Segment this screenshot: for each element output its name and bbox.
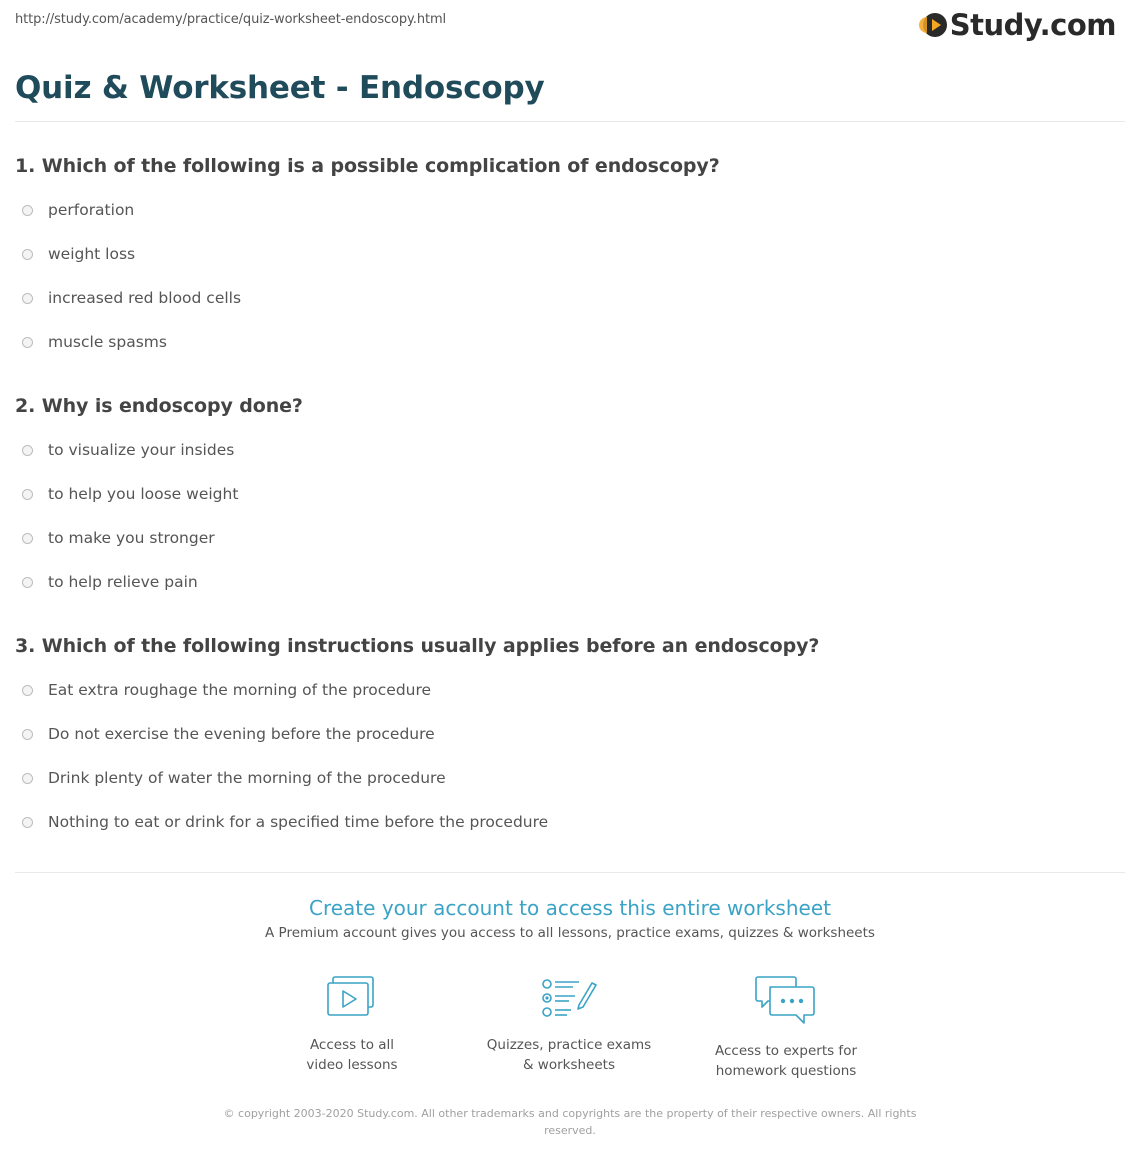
- video-lessons-icon: [326, 975, 378, 1021]
- radio-button[interactable]: [22, 249, 33, 260]
- radio-button[interactable]: [22, 533, 33, 544]
- option-label: to help relieve pain: [48, 573, 198, 591]
- radio-button[interactable]: [22, 817, 33, 828]
- create-account-link[interactable]: Create your account to access this entire worksheet: [309, 896, 831, 920]
- option-label: perforation: [48, 201, 135, 219]
- feature-quizzes: [469, 975, 669, 1075]
- quiz-checklist-icon: [541, 975, 597, 1021]
- option-label: to visualize your insides: [48, 441, 235, 459]
- feature-label: [252, 1035, 452, 1075]
- copyright-footer: © copyright 2003-2020 Study.com. All other trademarks and copyrights are the property of their respective owners. All rights reserved.: [223, 1107, 917, 1137]
- radio-button[interactable]: [22, 577, 33, 588]
- option-label: Do not exercise the evening before the procedure: [48, 725, 435, 743]
- question-2-option-1[interactable]: [22, 438, 234, 462]
- radio-button[interactable]: [22, 729, 33, 740]
- question-2-title: 2. Why is endoscopy done?: [15, 395, 303, 417]
- page-title: Quiz & Worksheet - Endoscopy: [15, 70, 545, 106]
- question-1-option-1[interactable]: [22, 198, 134, 222]
- option-label: Drink plenty of water the morning of the procedure: [48, 769, 446, 787]
- option-label: Nothing to eat or drink for a specified time before the procedure: [48, 813, 549, 831]
- feature-line-2: & worksheets: [522, 1057, 615, 1073]
- question-3-option-1[interactable]: [22, 678, 431, 702]
- question-2-option-4[interactable]: [22, 570, 198, 594]
- option-label: weight loss: [48, 245, 136, 263]
- radio-button[interactable]: [22, 773, 33, 784]
- question-1-option-4[interactable]: [22, 330, 167, 354]
- radio-button[interactable]: [22, 293, 33, 304]
- question-3-option-2[interactable]: [22, 722, 435, 746]
- question-3-option-4[interactable]: [22, 810, 548, 834]
- divider: [15, 872, 1125, 873]
- question-1-option-2[interactable]: [22, 242, 135, 266]
- logo-text: Study.com: [949, 8, 1116, 42]
- study-logo[interactable]: [923, 6, 1116, 44]
- page-url: http://study.com/academy/practice/quiz-worksheet-endoscopy.html: [15, 12, 447, 27]
- feature-video-lessons: [252, 975, 452, 1075]
- radio-button[interactable]: [22, 685, 33, 696]
- divider: [15, 121, 1125, 122]
- option-label: to help you loose weight: [48, 485, 239, 503]
- question-3-title: 3. Which of the following instructions usually applies before an endoscopy?: [15, 635, 820, 657]
- feature-line-1: Quizzes, practice exams: [486, 1037, 652, 1053]
- feature-label: [469, 1035, 669, 1075]
- radio-button[interactable]: [22, 489, 33, 500]
- radio-button[interactable]: [22, 337, 33, 348]
- question-3-option-3[interactable]: [22, 766, 446, 790]
- question-2-option-3[interactable]: [22, 526, 215, 550]
- option-label: to make you stronger: [48, 529, 215, 547]
- option-label: increased red blood cells: [48, 289, 242, 307]
- feature-label: [686, 1041, 886, 1081]
- feature-experts: [686, 975, 886, 1081]
- option-label: muscle spasms: [48, 333, 167, 351]
- play-circle-icon: [923, 13, 947, 37]
- cta-subtitle: A Premium account gives you access to all lessons, practice exams, quizzes & worksheets: [265, 925, 875, 941]
- option-label: Eat extra roughage the morning of the procedure: [48, 681, 432, 699]
- question-2-option-2[interactable]: [22, 482, 238, 506]
- radio-button[interactable]: [22, 445, 33, 456]
- feature-line-2: video lessons: [306, 1057, 398, 1073]
- top-bar: [0, 0, 1140, 50]
- feature-line-1: Access to all: [309, 1037, 395, 1053]
- question-1-option-3[interactable]: [22, 286, 241, 310]
- chat-bubbles-icon: [754, 975, 818, 1027]
- feature-line-1: Access to experts for: [714, 1043, 857, 1059]
- question-1-title: 1. Which of the following is a possible complication of endoscopy?: [15, 155, 720, 177]
- feature-line-2: homework questions: [715, 1063, 857, 1079]
- radio-button[interactable]: [22, 205, 33, 216]
